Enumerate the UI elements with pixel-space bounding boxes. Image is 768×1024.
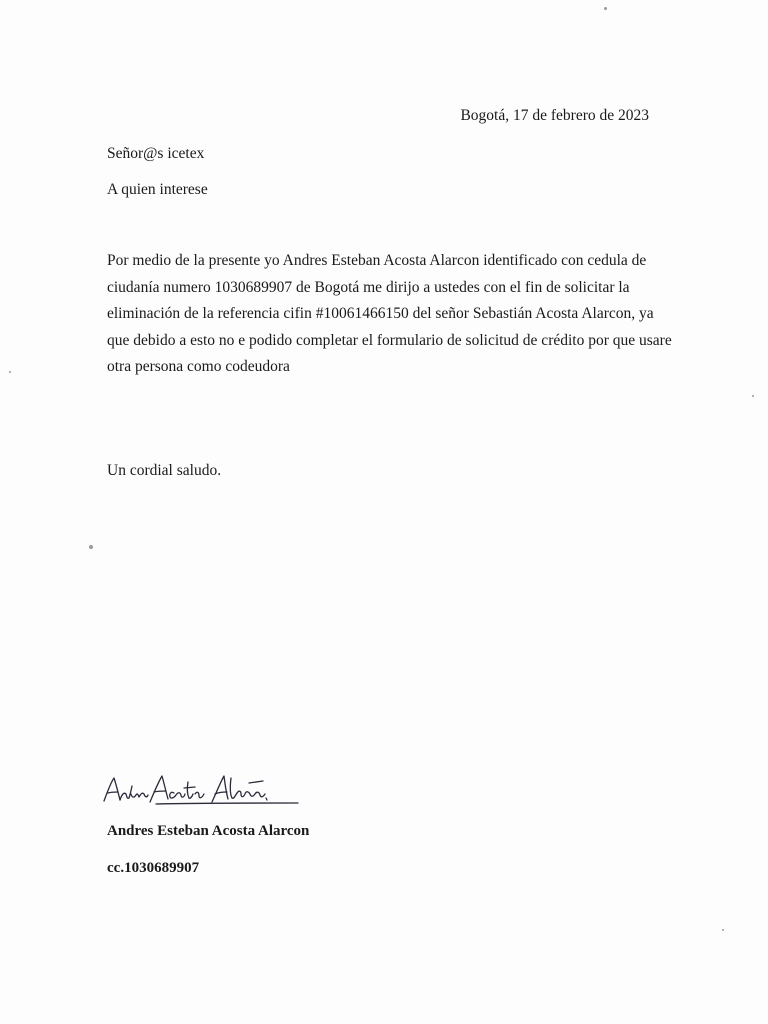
letter-body-line: que debido a esto no e podido completar el formulario de solicitud de crédito por que usare [107, 331, 672, 349]
signer-name: Andres Esteban Acosta Alarcon [107, 823, 310, 839]
handwritten-signature [100, 770, 300, 810]
letter-body [107, 248, 672, 381]
letter-body-line: Por medio de la presente yo Andres Esteban Acosta Alarcon identificado con cedula de [107, 252, 647, 269]
scan-speck [89, 545, 93, 549]
scan-speck [752, 395, 754, 397]
scan-speck [722, 929, 724, 931]
letter-closing: Un cordial saludo. [107, 462, 222, 479]
letter-body-line: eliminación de la referencia cifin #10061466150 del señor Sebastián Acosta Alarcon, ya [107, 305, 654, 322]
letter-recipient: Señor@s icetex [107, 145, 205, 162]
signer-id: cc.1030689907 [107, 860, 200, 876]
scan-speck [9, 371, 11, 373]
letter-salutation: A quien interese [107, 181, 208, 198]
letter-body-line: otra persona como codeudora [107, 358, 290, 375]
letter-date: Bogotá, 17 de febrero de 2023 [460, 107, 649, 124]
scan-speck [604, 7, 607, 10]
letter-body-line: ciudanía numero 1030689907 de Bogotá me dirijo a ustedes con el fin de solicitar la [107, 278, 630, 296]
